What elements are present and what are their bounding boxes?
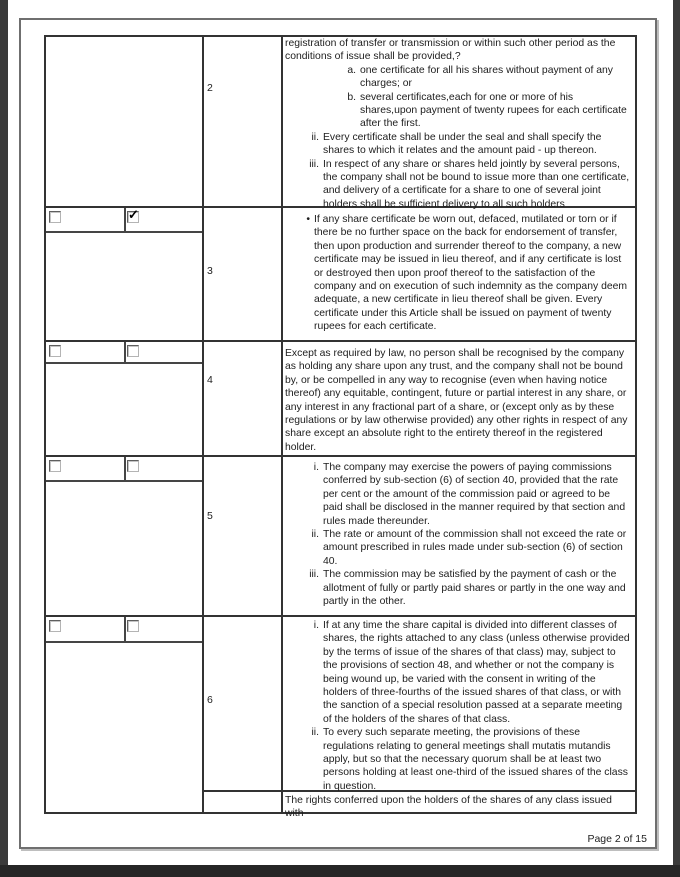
- checkbox-left[interactable]: [49, 460, 61, 472]
- list-marker: iii.: [309, 158, 319, 170]
- clause-text: registration of transfer or transmission or within such other period as the conditions of issue shall be provided,?: [285, 38, 616, 63]
- bullet-icon: •: [306, 214, 310, 225]
- checkbox-cell-row: [46, 208, 202, 233]
- checkbox-cell-divider: [124, 457, 126, 480]
- checkbox-left[interactable]: [49, 211, 61, 223]
- list-marker: a.: [347, 64, 356, 76]
- checkmark-icon: ✓: [128, 207, 139, 222]
- checkbox-right[interactable]: [127, 460, 139, 472]
- clause-list-item: [285, 37, 632, 64]
- clause-list-item: [285, 131, 632, 158]
- list-marker: iii.: [309, 569, 319, 581]
- clause-list-item: [285, 91, 632, 131]
- checkbox-cell-row: [46, 617, 202, 643]
- page-sheet: [19, 18, 657, 849]
- clause-list-item: [285, 568, 632, 608]
- clause-list-item: [285, 64, 632, 91]
- checkbox-cell-row: [46, 457, 202, 482]
- checkbox-left[interactable]: [49, 620, 61, 632]
- clause-list-item: [285, 213, 632, 334]
- list-marker: b.: [347, 91, 356, 103]
- clause-text-cell: [283, 794, 635, 821]
- clause-list-item: [285, 528, 632, 568]
- clause-list-item: [285, 158, 632, 212]
- checkbox-right[interactable]: [127, 345, 139, 357]
- clause-text-cell: [283, 619, 635, 793]
- clause-text-cell: [283, 461, 635, 608]
- checkbox-left[interactable]: [49, 345, 61, 357]
- list-marker: i.: [313, 620, 319, 631]
- clause-text: The commission may be satisfied by the payment of cash or the allotment of fully or partly paid shares or partly in the one way and partly in the other.: [323, 569, 626, 608]
- list-marker: ii.: [311, 131, 319, 143]
- checkbox-cell-divider: [124, 617, 126, 641]
- clause-text: The rate or amount of the commission shall not exceed the rate or amount prescribed in rules made under sub-section (6) of section 40.: [323, 529, 627, 567]
- clause-text-cell: [283, 347, 635, 454]
- window-edge-bottom: [0, 865, 680, 877]
- window-edge-right: [673, 0, 680, 877]
- article-number-cell: 2: [207, 82, 213, 94]
- clause-list-item: [285, 619, 632, 726]
- article-number-cell: 4: [207, 374, 213, 386]
- checkbox-right[interactable]: [127, 620, 139, 632]
- clause-text: several certificates,each for one or more of his shares,upon payment of twenty rupees for each certificate after the first.: [360, 91, 627, 130]
- clause-list-item: [285, 794, 632, 821]
- clause-list-item: [285, 347, 632, 454]
- clause-text: In respect of any share or shares held jointly by several persons, the company shall not be bound to issue more than one certificate, and delivery of a certificate for a share to one of several joint holders shall be sufficient delivery to all such holders: [323, 158, 630, 210]
- article-number-cell: 5: [207, 510, 213, 522]
- table-gridline-vertical: [202, 37, 204, 812]
- clause-text: Except as required by law, no person shall be recognised by the company as holding any share upon any trust, and the company shall not be bound by, or be compelled in any way to recognise (even when having notice thereof) any equitable, contingent, future or partial interest in any share, or any interest in any fractional part of a share, or (except only as by these regulations or by law otherwise provided) any other rights in respect of any share except an absolute right to the entirety thereof in the registered holder.: [285, 348, 628, 453]
- clause-text: The company may exercise the powers of paying commissions conferred by sub-section (6) of section 40, provided that the rate per cent or the amount of the commission paid or agreed to be paid shall be disclosed in the manner required by that section and rules made thereunder.: [323, 462, 626, 527]
- articles-table: [44, 35, 637, 820]
- clause-list-item: [285, 726, 632, 793]
- clause-text-cell: [283, 213, 635, 334]
- clause-text: If at any time the share capital is divided into different classes of shares, the rights attached to any class (unless otherwise provided by the terms of issue of the shares of that class) may, subject to the provisions of section 48, and whether or not the company is being wound up, be varied with the consent in writing of the holders of three-fourths of the issued shares of that class, or with the sanction of a special resolution passed at a separate meeting of the holders of the shares of that class.: [323, 620, 630, 725]
- clause-text: The rights conferred upon the holders of the shares of any class issued with: [285, 795, 612, 820]
- article-number-cell: 3: [207, 265, 213, 277]
- clause-text: Every certificate shall be under the seal and shall specify the shares to which it relates and the amount paid - up thereon.: [323, 131, 602, 157]
- list-marker: i.: [313, 462, 319, 473]
- clause-text: To every such separate meeting, the provisions of these regulations relating to general meetings shall mutatis mutandis apply, but so that the necessary quorum shall be at least two persons holding at least one-third of the issued shares of the class in question.: [323, 727, 628, 792]
- checkbox-cell-row: [46, 342, 202, 364]
- clause-list-item: [285, 461, 632, 528]
- article-number-cell: 6: [207, 694, 213, 706]
- checkbox-cell-divider: [124, 208, 126, 231]
- clause-text: one certificate for all his shares without payment of any charges; or: [360, 64, 613, 90]
- page-number: Page 2 of 15: [587, 833, 647, 845]
- checkbox-right[interactable]: [127, 207, 139, 223]
- list-marker: ii.: [311, 727, 319, 739]
- window-edge-left: [0, 0, 8, 877]
- list-marker: ii.: [311, 529, 319, 541]
- clause-text-cell: [283, 37, 635, 211]
- clause-text: If any share certificate be worn out, defaced, mutilated or torn or if there be no further space on the back for endorsement of transfer, then upon production and surrender thereof to the company, a new certificate may be issued in lieu thereof, and if any certificate is lost or destroyed then upon proof thereof to the satisfaction of the company and on execution of such indemnity as the company deem adequate, a new certificate in lieu thereof shall be given. Every certificate under this Article shall be issued on payment of twenty rupees for each certificate.: [314, 214, 628, 333]
- checkbox-cell-divider: [124, 342, 126, 362]
